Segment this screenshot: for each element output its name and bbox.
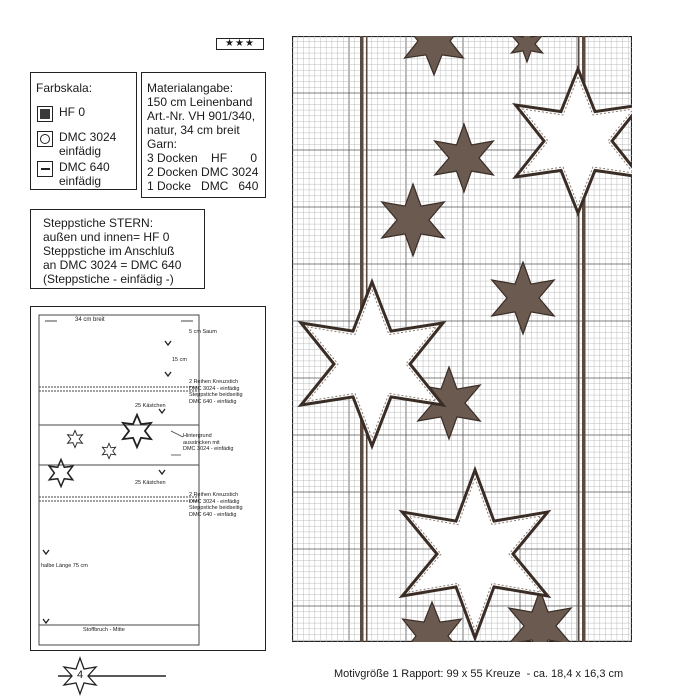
color-legend (30, 72, 137, 190)
background-note: Hintergrund ausstricken mit DMC 3024 - einfädig (183, 433, 234, 452)
legend-label: HF 0 (59, 105, 86, 119)
legend-item-dmc640 (37, 160, 110, 188)
cross-stitch-chart (292, 36, 632, 642)
fold-label: Stoffbruch - Mitte (83, 627, 125, 633)
chevron-down-icon (159, 470, 165, 474)
hem-label: 5 cm Saum (189, 329, 217, 335)
width-label: 34 cm breit (75, 317, 105, 323)
chevron-down-icon (43, 550, 49, 554)
material-line: 1 Docke DMC 640 (147, 179, 259, 193)
material-list (141, 72, 266, 198)
squares-label-1: 25 Kästchen (135, 403, 166, 409)
difficulty-rating: ★★★ (216, 38, 264, 50)
squares-label-2: 25 Kästchen (135, 480, 166, 486)
stitch-note-line: Steppstiche STERN: (43, 216, 154, 230)
chevron-down-icon (165, 341, 171, 345)
dash-icon (37, 161, 53, 177)
legend-label: DMC 640 (59, 160, 110, 174)
chevron-down-icon (43, 619, 49, 623)
chevron-down-icon (165, 372, 171, 376)
legend-label: DMC 3024 (59, 130, 117, 144)
half-length-label: halbe Länge 75 cm (41, 563, 88, 569)
legend-item-hf0 (37, 105, 85, 122)
row-note-1: 2 Reihen Kreuzstich DMC 3024 - einfädig Steppstiche beidseitig DMC 640 - einfädig (189, 379, 243, 405)
circle-icon (37, 131, 53, 147)
row-note-2: 2 Reihen Kreuzstich DMC 3024 - einfädig Steppstiche beidseitig DMC 640 - einfädig (189, 492, 243, 518)
stitch-note-line: Steppstiche im Anschluß (43, 244, 175, 258)
chevron-down-icon (159, 409, 165, 413)
material-line: 2 Docken DMC 3024 (147, 165, 259, 179)
material-line: 150 cm Leinenband (147, 95, 253, 109)
material-line: Materialangabe: (147, 81, 234, 95)
star-icon (49, 460, 72, 487)
filled-square-icon (37, 106, 53, 122)
stitch-note-line: (Steppstiche - einfädig -) (43, 272, 174, 286)
material-line: Garn: (147, 137, 178, 151)
stitch-note (30, 209, 205, 289)
legend-sublabel: einfädig (59, 174, 102, 188)
legend-title: Farbskala: (36, 81, 93, 95)
stitch-note-line: an DMC 3024 = DMC 640 (43, 258, 182, 272)
material-line: natur, 34 cm breit (147, 123, 240, 137)
material-line: Art.-Nr. VH 901/340, (147, 109, 256, 123)
star-icon (102, 443, 115, 458)
layout-diagram (30, 306, 266, 651)
legend-sublabel: einfädig (59, 144, 102, 158)
motif-size-caption: Motivgröße 1 Rapport: 99 x 55 Kreuze - ca. 18,4 x 16,3 cm (334, 668, 624, 680)
star-icon (68, 430, 83, 447)
star-icon (123, 415, 151, 447)
legend-item-dmc3024 (37, 130, 116, 158)
hem-height: 15 cm (172, 357, 187, 363)
page-number: 4 (76, 669, 84, 681)
stitch-note-line: außen und innen= HF 0 (43, 230, 170, 244)
material-line: 3 Docken HF 0 (147, 151, 258, 165)
